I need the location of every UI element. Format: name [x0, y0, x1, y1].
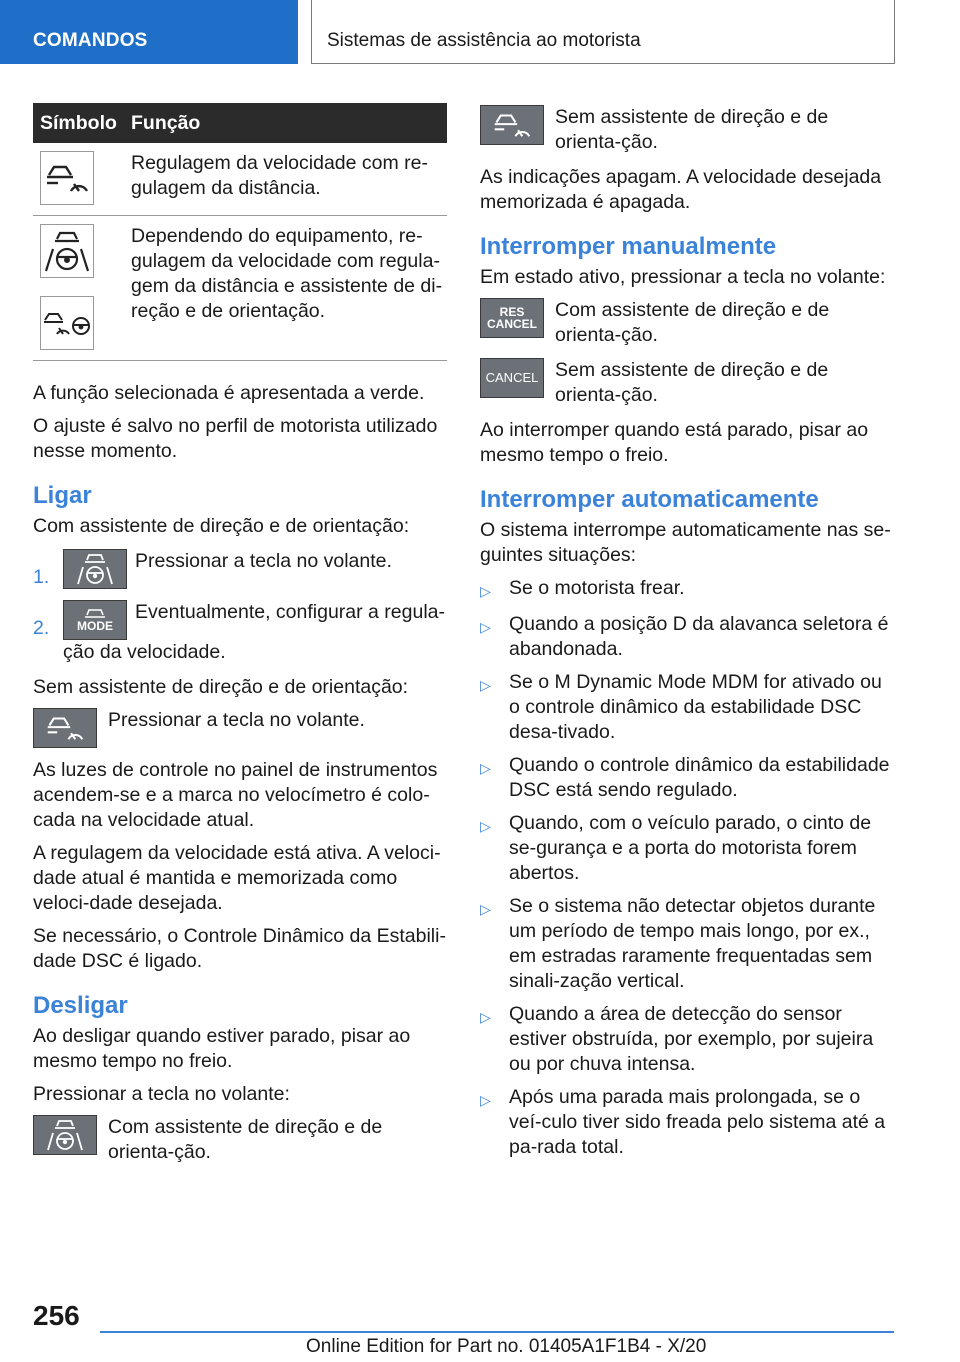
step-number: 1.: [33, 566, 50, 588]
key-text: Sem assistente de direção e de orienta-ção.: [555, 106, 829, 153]
paragraph: A função selecionada é apresentada a verde.: [33, 382, 425, 404]
symbol-cell: [33, 216, 131, 360]
list-item: [33, 549, 447, 590]
key-text: Sem assistente de direção e de orienta-ção.: [555, 359, 829, 406]
mode-key-label: MODE: [77, 619, 113, 633]
distance-control-icon: [493, 112, 531, 138]
steering-wheel-icon: [75, 552, 115, 586]
steering-assist-key[interactable]: [63, 549, 127, 589]
paragraph: As indicações apagam. A velocidade desejada memorizada é apagada.: [480, 166, 882, 213]
step-text: Pressionar a tecla no volante.: [135, 550, 392, 572]
situations-list: [480, 576, 894, 1160]
list-item: ▷ Se o sistema não detectar objetos durante um período de tempo mais longo, por ex., em estradas raramente frequentadas sem sinali-zação vertical.: [480, 895, 876, 992]
header-symbol: Símbolo: [40, 111, 117, 134]
steering-wheel-lanes-icon: [43, 229, 91, 273]
distance-control-icon: [45, 163, 89, 193]
paragraph: Pressionar a tecla no volante:: [33, 1083, 290, 1105]
distance-control-key[interactable]: [33, 708, 97, 748]
cancel-label: CANCEL: [487, 317, 537, 331]
list-item: ▷ Quando, com o veículo parado, o cinto de se-gurança e a porta do motorista forem abertos.: [480, 812, 872, 884]
step-text: Eventualmente, configurar a regula-ção da velocidade.: [63, 601, 446, 663]
heading-ligar: Ligar: [33, 482, 92, 509]
triangle-bullet-icon: ▷: [480, 583, 491, 599]
list-item: ▷ Quando a posição D da alavanca seletora é abandonada.: [480, 613, 889, 660]
triangle-bullet-icon: ▷: [480, 818, 491, 834]
table-header: [33, 103, 447, 143]
footer-rule: [100, 1331, 894, 1333]
distance-control-icon: [46, 715, 84, 741]
distance-control-symbol: [40, 151, 94, 205]
list-item: ▷ Se o motorista frear.: [480, 576, 894, 604]
right-column: [480, 103, 894, 1168]
triangle-bullet-icon: ▷: [480, 760, 491, 776]
distance-steering-icon: [43, 308, 91, 338]
heading-manual: Interromper manualmente: [480, 233, 777, 260]
cancel-key[interactable]: [480, 358, 544, 398]
edition-info: Online Edition for Part no. 01405A1F1B4 - X/20: [306, 1336, 707, 1357]
key-text: Com assistente de direção e de orienta-ção.: [555, 299, 830, 346]
cancel-label: CANCEL: [485, 370, 539, 385]
heading-auto: Interromper automaticamente: [480, 486, 819, 513]
header-function: Função: [131, 111, 201, 134]
steering-assist-key[interactable]: [33, 1115, 97, 1155]
distance-control-key[interactable]: [480, 105, 544, 145]
list-item: ▷ Se o M Dynamic Mode MDM for ativado ou o controle dinâmico da estabilidade DSC desa-tivado.: [480, 671, 882, 743]
paragraph: Sem assistente de direção e de orientação:: [33, 676, 409, 698]
paragraph: A regulagem da velocidade está ativa. A veloci-dade atual é mantida e memorizada como veloci-dade desejada.: [33, 842, 441, 914]
symbol-cell: [33, 143, 131, 215]
paragraph: Com assistente de direção e de orientação:: [33, 515, 410, 537]
key-text: Pressionar a tecla no volante.: [108, 709, 365, 731]
distance-steering-symbol: [40, 296, 94, 350]
left-column: [33, 103, 447, 1175]
paragraph: O sistema interrompe automaticamente nas se-guintes situações:: [480, 519, 891, 566]
paragraph: As luzes de controle no painel de instrumentos acendem-se e a marca no velocímetro é colo-cada na velocidade atual.: [33, 759, 438, 831]
triangle-bullet-icon: ▷: [480, 1009, 491, 1025]
triangle-bullet-icon: ▷: [480, 677, 491, 693]
steering-wheel-icon: [45, 1118, 85, 1152]
function-text: Dependendo do equipamento, re-gulagem da velocidade com regula-gem da distância e assistente de di-reção e de orientação.: [131, 225, 443, 322]
key-instruction: [33, 1115, 447, 1165]
triangle-bullet-icon: ▷: [480, 901, 491, 917]
section-title: Sistemas de assistência ao motorista: [311, 0, 895, 64]
key-instruction: [480, 105, 894, 155]
paragraph: O ajuste é salvo no perfil de motorista utilizado nesse momento.: [33, 415, 438, 462]
key-instruction: [33, 708, 447, 748]
chapter-tab: COMANDOS: [0, 0, 298, 64]
table-row: [33, 216, 447, 361]
list-item: ▷ Quando a área de detecção do sensor estiver obstruída, por exemplo, por sujeira ou por chuva intensa.: [480, 1003, 874, 1075]
steps-list: [33, 549, 447, 665]
triangle-bullet-icon: ▷: [480, 619, 491, 635]
key-text: Com assistente de direção e de orienta-ção.: [108, 1116, 383, 1163]
function-text: Regulagem da velocidade com re-gulagem da distância.: [131, 152, 428, 199]
steering-assist-symbol: [40, 224, 94, 278]
res-cancel-key[interactable]: [480, 298, 544, 338]
paragraph: Ao interromper quando está parado, pisar ao mesmo tempo o freio.: [480, 419, 869, 466]
key-instruction: [480, 358, 894, 408]
step-number: 2.: [33, 617, 50, 639]
res-label: RES: [499, 305, 525, 319]
paragraph: Em estado ativo, pressionar a tecla no volante:: [480, 266, 886, 288]
triangle-bullet-icon: ▷: [480, 1092, 491, 1108]
list-item: [33, 600, 447, 665]
mode-key[interactable]: [63, 600, 127, 640]
page-number: 256: [33, 1300, 80, 1331]
paragraph: Ao desligar quando estiver parado, pisar ao mesmo tempo no freio.: [33, 1025, 411, 1072]
symbol-table: [33, 103, 447, 361]
paragraph: Se necessário, o Controle Dinâmico da Estabili-dade DSC é ligado.: [33, 925, 446, 972]
key-instruction: [480, 298, 894, 348]
list-item: ▷ Após uma parada mais prolongada, se o veí-culo tiver sido freada pelo sistema até a pa-rada total.: [480, 1086, 886, 1158]
heading-desligar: Desligar: [33, 992, 128, 1019]
list-item: ▷ Quando o controle dinâmico da estabilidade DSC está sendo regulado.: [480, 754, 890, 801]
table-row: [33, 143, 447, 216]
